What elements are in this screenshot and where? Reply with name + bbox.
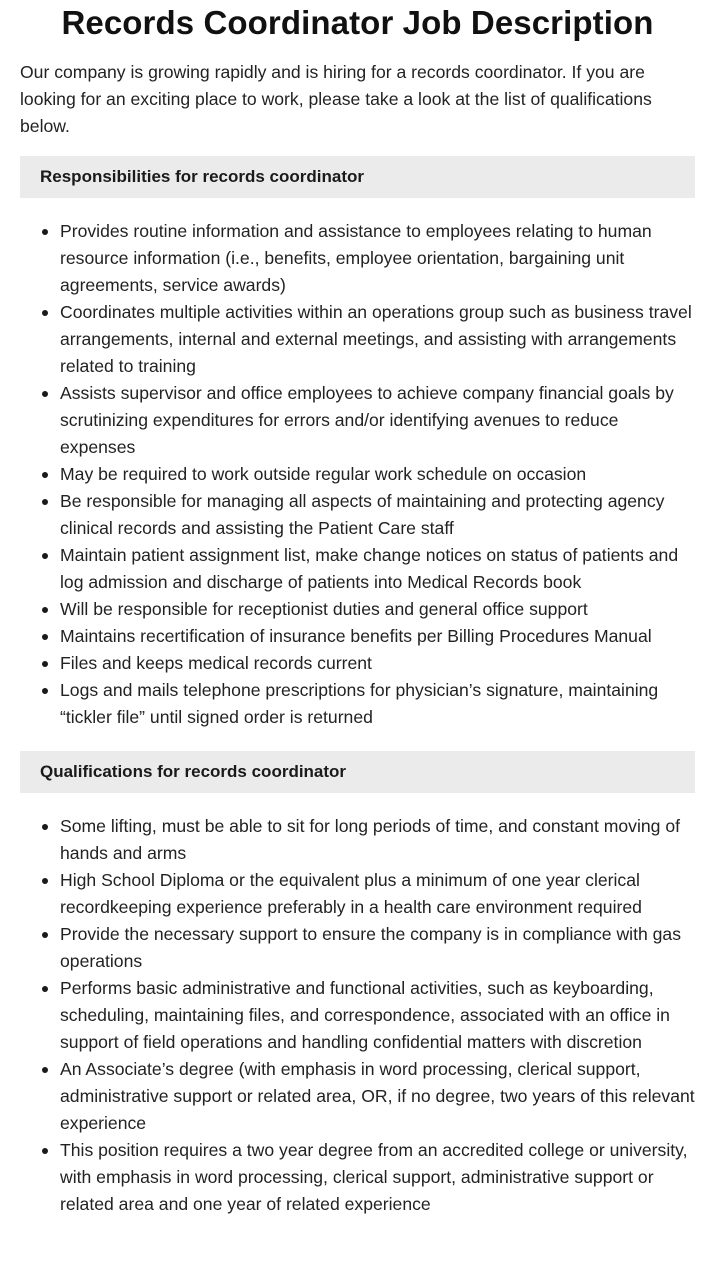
list-item: Maintains recertification of insurance benefits per Billing Procedures Manual (60, 623, 695, 650)
list-item: Some lifting, must be able to sit for long periods of time, and constant moving of hands and arms (60, 813, 695, 867)
list-item: Will be responsible for receptionist duties and general office support (60, 596, 695, 623)
list-item: May be required to work outside regular work schedule on occasion (60, 461, 695, 488)
list-item: Provide the necessary support to ensure the company is in compliance with gas operations (60, 921, 695, 975)
qualifications-list (20, 813, 695, 1218)
list-item: An Associate’s degree (with emphasis in word processing, clerical support, administrative support or related area, OR, if no degree, two years of this relevant experience (60, 1056, 695, 1137)
intro-paragraph: Our company is growing rapidly and is hiring for a records coordinator. If you are looking for an exciting place to work, please take a look at the list of qualifications below. (20, 62, 652, 136)
responsibilities-list (20, 218, 695, 731)
list-item: Be responsible for managing all aspects of maintaining and protecting agency clinical records and assisting the Patient Care staff (60, 488, 695, 542)
list-item: This position requires a two year degree from an accredited college or university, with emphasis in word processing, clerical support, administrative support or related area and one year of related experience (60, 1137, 695, 1218)
list-item: Files and keeps medical records current (60, 650, 695, 677)
page-title: Records Coordinator Job Description (61, 4, 654, 41)
list-item: Logs and mails telephone prescriptions for physician’s signature, maintaining “tickler file” until signed order is returned (60, 677, 695, 731)
list-item: Assists supervisor and office employees to achieve company financial goals by scrutinizing expenditures for errors and/or identifying avenues to reduce expenses (60, 380, 695, 461)
qualifications-heading: Qualifications for records coordinator (20, 751, 695, 793)
list-item: Performs basic administrative and functional activities, such as keyboarding, scheduling, maintaining files, and correspondence, associated with an office in support of field operations and handling confidential matters with discretion (60, 975, 695, 1056)
list-item: Coordinates multiple activities within an operations group such as business travel arrangements, internal and external meetings, and assisting with arrangements related to training (60, 299, 695, 380)
list-item: Maintain patient assignment list, make change notices on status of patients and log admission and discharge of patients into Medical Records book (60, 542, 695, 596)
list-item: High School Diploma or the equivalent plus a minimum of one year clerical recordkeeping experience preferably in a health care environment required (60, 867, 695, 921)
responsibilities-heading: Responsibilities for records coordinator (20, 156, 695, 198)
list-item: Provides routine information and assistance to employees relating to human resource information (i.e., benefits, employee orientation, bargaining unit agreements, service awards) (60, 218, 695, 299)
